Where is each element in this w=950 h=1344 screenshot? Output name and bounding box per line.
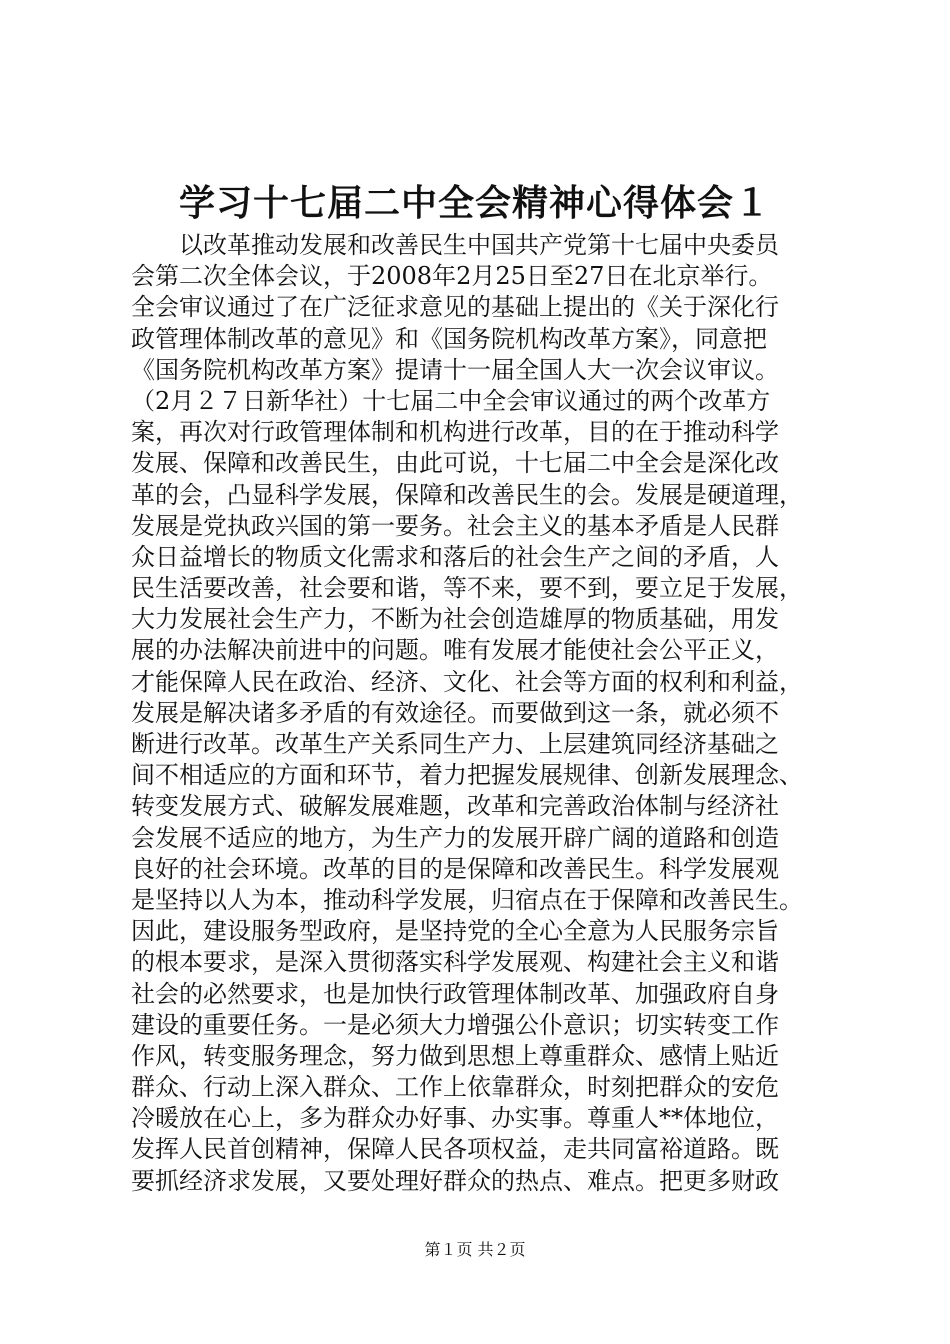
body-text	[131, 230, 831, 1197]
text-line: 要抓经济求发展，又要处理好群众的热点、难点。把更多财政	[131, 1166, 779, 1195]
text-line: 才能保障人民在政治、经济、文化、社会等方面的权利和利益，	[131, 667, 803, 696]
text-line: 以改革推动发展和改善民生中国共产党第十七届中央委员	[179, 231, 779, 259]
page-title: 学习十七届二中全会精神心得体会１	[178, 182, 771, 224]
text-line: 发展是解决诸多矛盾的有效途径。而要做到这一条，就必须不	[131, 698, 779, 727]
text-line: 会第二次全体会议，于2008年2月25日至27日在北京举行。	[131, 262, 773, 291]
page-footer: 第１页 共２页	[424, 1240, 526, 1259]
text-line: 建设的重要任务。一是必须大力增强公仆意识；切实转变工作	[131, 1010, 779, 1039]
text-line: 全会审议通过了在广泛征求意见的基础上提出的《关于深化行	[131, 293, 779, 322]
text-line: 间不相适应的方面和环节，着力把握发展规律、创新发展理念、	[131, 761, 803, 790]
text-line: 革的会，凸显科学发展，保障和改善民生的会。发展是硬道理，	[131, 480, 803, 509]
text-line: 发展、保障和改善民生，由此可说，十七届二中全会是深化改	[131, 449, 779, 478]
text-line: 案，再次对行政管理体制和机构进行改革，目的在于推动科学	[131, 418, 779, 447]
text-line: 的根本要求，是深入贯彻落实科学发展观、构建社会主义和谐	[131, 948, 779, 977]
text-line: 良好的社会环境。改革的目的是保障和改善民生。科学发展观	[131, 854, 779, 883]
text-line: 大力发展社会生产力，不断为社会创造雄厚的物质基础，用发	[131, 605, 779, 634]
text-line: 政管理体制改革的意见》和《国务院机构改革方案》，同意把	[131, 324, 767, 353]
text-line: 会发展不适应的地方，为生产力的发展开辟广阔的道路和创造	[131, 823, 779, 852]
text-line: （2月２７日新华社）十七届二中全会审议通过的两个改革方	[131, 386, 771, 415]
text-line: 众日益增长的物质文化需求和落后的社会生产之间的矛盾，人	[131, 542, 779, 571]
text-line: 作风，转变服务理念，努力做到思想上尊重群众、感情上贴近	[131, 1041, 779, 1070]
text-line: 《国务院机构改革方案》提请十一届全国人大一次会议审议。	[131, 355, 779, 384]
text-line: 冷暖放在心上，多为群众办好事、办实事。尊重人**体地位，	[131, 1104, 779, 1133]
text-line: 发展是党执政兴国的第一要务。社会主义的基本矛盾是人民群	[131, 511, 779, 540]
text-line: 展的办法解决前进中的问题。唯有发展才能使社会公平正义，	[131, 636, 779, 665]
text-line: 因此，建设服务型政府，是坚持党的全心全意为人民服务宗旨	[131, 917, 779, 946]
text-line: 民生活要改善，社会要和谐，等不来，要不到，要立足于发展，	[131, 574, 803, 603]
text-line: 发挥人民首创精神，保障人民各项权益，走共同富裕道路。既	[131, 1135, 779, 1164]
text-line: 社会的必然要求，也是加快行政管理体制改革、加强政府自身	[131, 979, 779, 1008]
text-line: 断进行改革。改革生产关系同生产力、上层建筑同经济基础之	[131, 730, 779, 758]
text-line: 是坚持以人为本，推动科学发展，归宿点在于保障和改善民生。	[131, 885, 803, 914]
text-line: 转变发展方式、破解发展难题，改革和完善政治体制与经济社	[131, 792, 779, 821]
text-line: 群众、行动上深入群众、工作上依靠群众，时刻把群众的安危	[131, 1073, 779, 1102]
